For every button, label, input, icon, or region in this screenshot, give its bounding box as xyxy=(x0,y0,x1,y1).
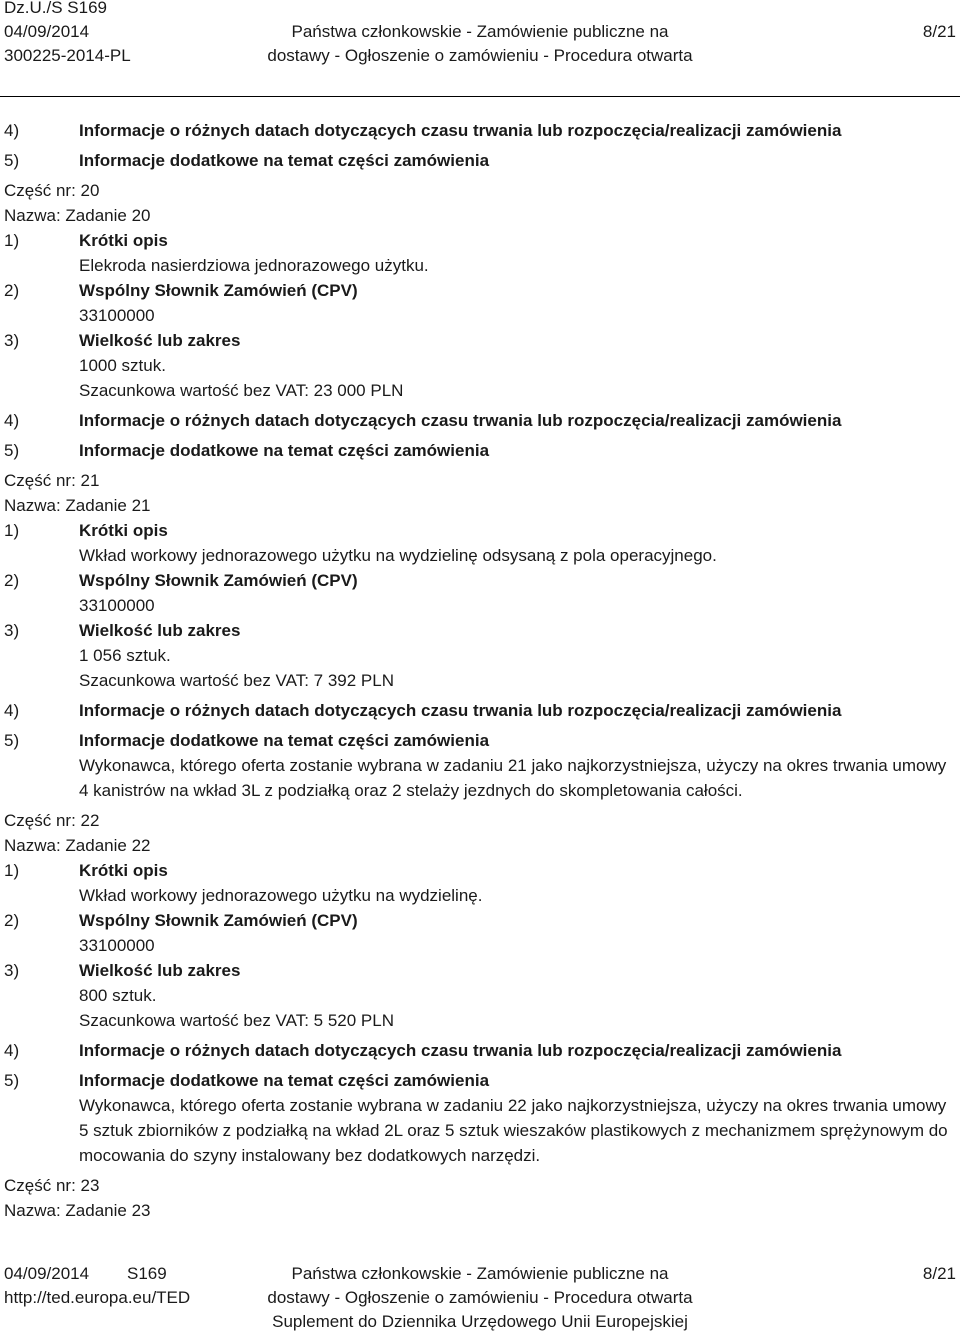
footer-title-line2: dostawy - Ogłoszenie o zamówieniu - Procedura otwarta xyxy=(267,1288,693,1307)
footer-page-number: 8/21 xyxy=(922,1264,956,1283)
part-number: Część nr: 23 xyxy=(4,1176,100,1195)
section-2: 2) Wspólny Słownik Zamówień (CPV) xyxy=(4,911,358,930)
footer-date: 04/09/2014 xyxy=(4,1264,90,1283)
estimated-value: Szacunkowa wartość bez VAT: 7 392 PLN xyxy=(79,671,394,690)
footer-issue: S169 xyxy=(127,1264,167,1283)
short-description: Wkład workowy jednorazowego użytku na wydzielinę. xyxy=(79,886,483,905)
header-title-line1: Państwa członkowskie - Zamówienie publiczne na xyxy=(291,22,669,41)
section-1: 1) Krótki opis xyxy=(4,231,168,250)
cpv-code: 33100000 xyxy=(79,936,155,955)
section-5: 5) Informacje dodatkowe na temat części zamówienia xyxy=(4,1071,490,1090)
part-name: Nazwa: Zadanie 20 xyxy=(4,206,151,225)
header-title-line2: dostawy - Ogłoszenie o zamówieniu - Procedura otwarta xyxy=(267,46,693,65)
section-4: 4) Informacje o różnych datach dotyczących czasu trwania lub rozpoczęcia/realizacji zamówienia xyxy=(4,411,842,430)
part-name: Nazwa: Zadanie 21 xyxy=(4,496,151,515)
part-number: Część nr: 20 xyxy=(4,181,100,200)
section-1: 1) Krótki opis xyxy=(4,521,168,540)
estimated-value: Szacunkowa wartość bez VAT: 5 520 PLN xyxy=(79,1011,394,1030)
footer-title-line3: Suplement do Dziennika Urzędowego Unii Europejskiej xyxy=(272,1312,688,1331)
section-4: 4) Informacje o różnych datach dotyczących czasu trwania lub rozpoczęcia/realizacji zamówienia xyxy=(4,121,842,140)
additional-information: Wykonawca, którego oferta zostanie wybrana w zadaniu 22 jako najkorzystniejsza, użyczy na okres trwania umowy 5 sztuk zbiorników z podziałką na wkład 2L oraz 5 sztuk wieszaków plastikowych z mechanizmem sprężynowym do mocowania do szyny instalowany bez dodatkowych narzędzi. xyxy=(79,1096,948,1165)
section-3: 3) Wielkość lub zakres xyxy=(4,331,241,350)
section-5: 5) Informacje dodatkowe na temat części zamówienia xyxy=(4,151,490,170)
quantity: 1000 sztuk. xyxy=(79,356,166,375)
quantity: 1 056 sztuk. xyxy=(79,646,171,665)
section-4: 4) Informacje o różnych datach dotyczących czasu trwania lub rozpoczęcia/realizacji zamówienia xyxy=(4,1041,842,1060)
cpv-code: 33100000 xyxy=(79,306,155,325)
section-3: 3) Wielkość lub zakres xyxy=(4,621,241,640)
header-date: 04/09/2014 xyxy=(4,22,90,41)
additional-information: Wykonawca, którego oferta zostanie wybrana w zadaniu 21 jako najkorzystniejsza, użyczy na okres trwania umowy 4 kanistrów na wkład 3L z podziałką oraz 2 stelaży jezdnych do skompletowania całości. xyxy=(79,756,947,800)
footer-title-line1: Państwa członkowskie - Zamówienie publiczne na xyxy=(291,1264,669,1283)
header-ref: 300225-2014-PL xyxy=(4,46,131,65)
header-page-number: 8/21 xyxy=(922,22,956,41)
part-name: Nazwa: Zadanie 22 xyxy=(4,836,151,855)
page-footer xyxy=(0,1262,960,1334)
footer-url: http://ted.europa.eu/TED xyxy=(4,1288,191,1307)
estimated-value: Szacunkowa wartość bez VAT: 23 000 PLN xyxy=(79,381,404,400)
section-4: 4) Informacje o różnych datach dotyczących czasu trwania lub rozpoczęcia/realizacji zamówienia xyxy=(4,701,842,720)
header-divider xyxy=(0,96,960,97)
section-5: 5) Informacje dodatkowe na temat części zamówienia xyxy=(4,731,490,750)
journal-code: Dz.U./S S169 xyxy=(4,0,107,17)
section-2: 2) Wspólny Słownik Zamówień (CPV) xyxy=(4,571,358,590)
part-name: Nazwa: Zadanie 23 xyxy=(4,1201,151,1220)
quantity: 800 sztuk. xyxy=(79,986,157,1005)
section-3: 3) Wielkość lub zakres xyxy=(4,961,241,980)
short-description: Wkład workowy jednorazowego użytku na wydzielinę odsysaną z pola operacyjnego. xyxy=(79,546,717,565)
section-1: 1) Krótki opis xyxy=(4,861,168,880)
part-number: Część nr: 21 xyxy=(4,471,100,490)
cpv-code: 33100000 xyxy=(79,596,155,615)
short-description: Elekroda nasierdziowa jednorazowego użytku. xyxy=(79,256,429,275)
part-number: Część nr: 22 xyxy=(4,811,100,830)
section-2: 2) Wspólny Słownik Zamówień (CPV) xyxy=(4,281,358,300)
document-body xyxy=(4,118,954,1223)
page-header xyxy=(0,0,960,74)
section-5: 5) Informacje dodatkowe na temat części zamówienia xyxy=(4,441,490,460)
